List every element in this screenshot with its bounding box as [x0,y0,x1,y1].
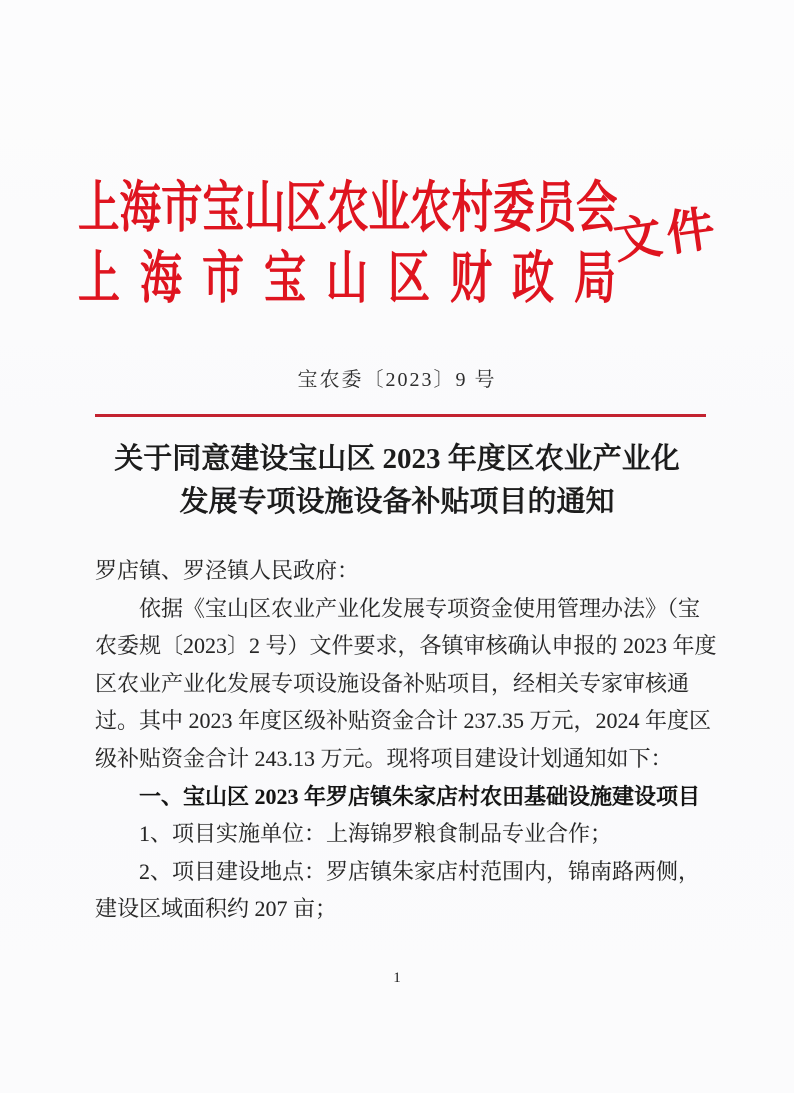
body-line: 级补贴资金合计 243.13 万元。现将项目建设计划通知如下： [95,745,673,771]
body-line: 区农业产业化发展专项设施设备补贴项目，经相关专家审核通 [95,670,690,696]
document-title-line-2: 发展专项设施设备补贴项目的通知 [179,486,615,518]
body-line: 农委规〔2023〕2 号）文件要求，各镇审核确认申报的 2023 年度 [95,633,717,659]
body-line-project-location: 2、项目建设地点：罗店镇朱家店村范围内，锦南路两侧， [139,858,701,884]
letterhead-org-primary: 上海市宝山区农业农村委员会 [78,176,618,239]
salutation-line: 罗店镇、罗泾镇人民政府： [95,558,360,583]
body-line: 依据《宝山区农业产业化发展专项资金使用管理办法》（宝 [139,595,701,621]
document-title-line-1: 关于同意建设宝山区 2023 年度区农业产业化 [114,443,680,475]
document-body [95,552,717,928]
body-line-project-unit: 1、项目实施单位：上海锦罗粮食制品专业合作； [139,821,613,847]
document-title [0,438,794,524]
body-line: 过。其中 2023 年度区级补贴资金合计 237.35 万元，2024 年度区 [95,708,712,734]
document-number: 宝农委〔2023〕9 号 [297,369,497,391]
body-line-project-area: 建设区域面积约 207 亩； [95,896,338,922]
red-separator-line [95,414,706,417]
letterhead-org-secondary: 上海市宝山区财政局 [78,248,637,311]
section-heading-project-1: 一、宝山区 2023 年罗店镇朱家店村农田基础设施建设项目 [139,783,701,809]
page-number: 1 [393,970,401,986]
letterhead-doc-type-label: 文件 [610,201,723,270]
